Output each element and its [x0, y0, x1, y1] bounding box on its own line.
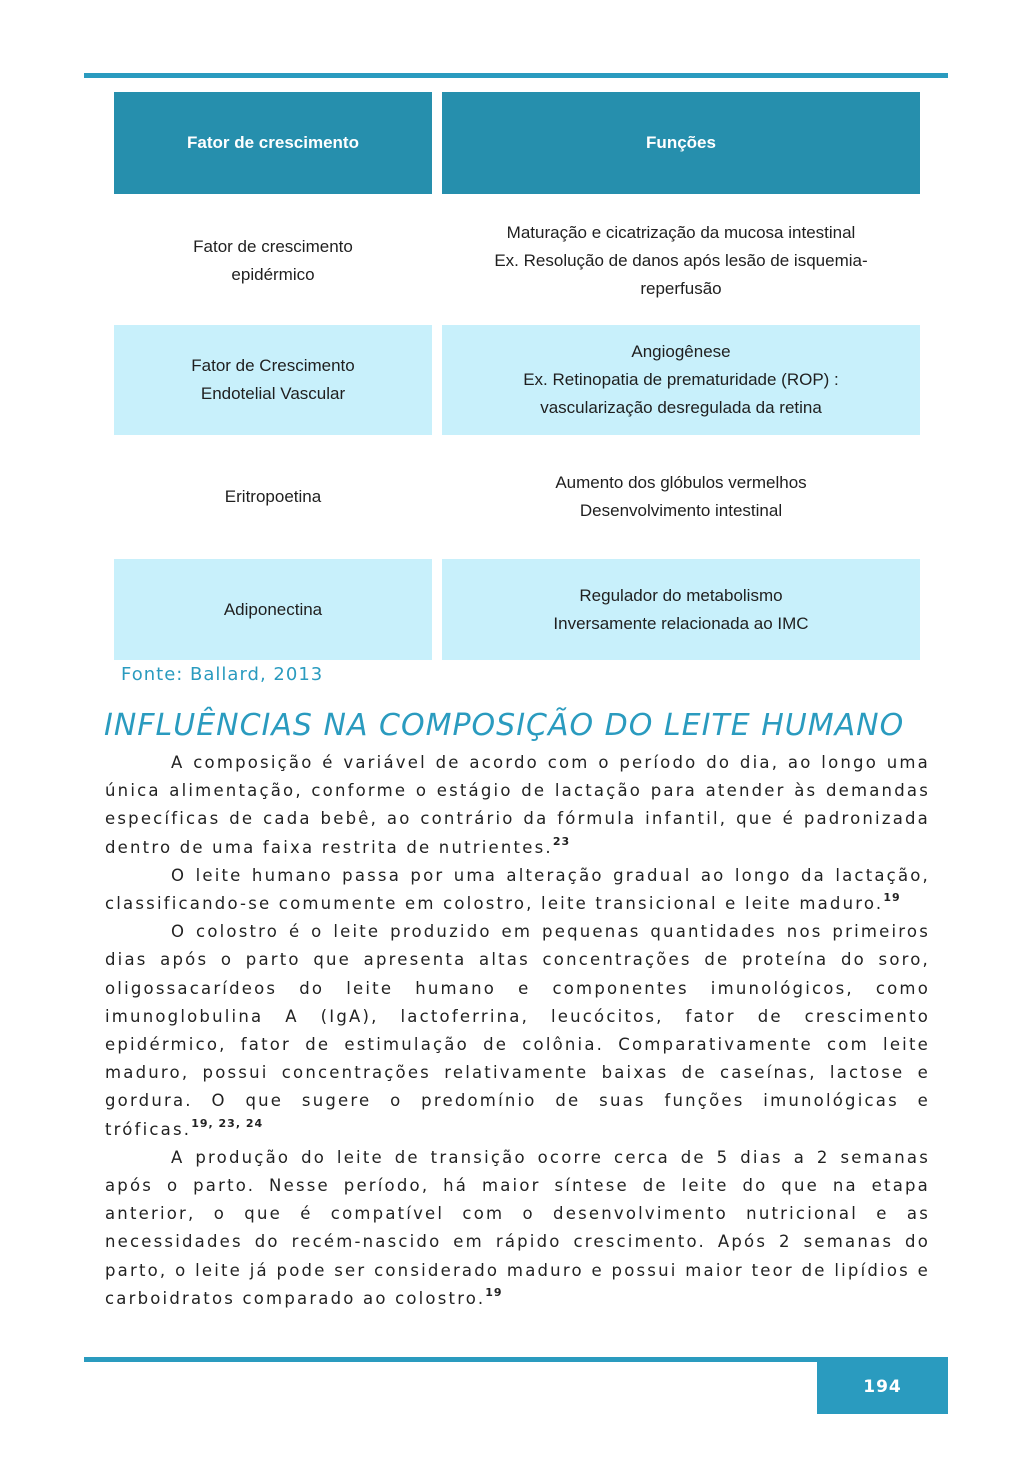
paragraph — [105, 749, 930, 862]
cell-line: Fator de Crescimento — [191, 356, 355, 375]
cell-line: Ex. Resolução de danos após lesão de isquemia- — [494, 250, 868, 270]
paragraph — [105, 1144, 930, 1313]
section-title: INFLUÊNCIAS NA COMPOSIÇÃO DO LEITE HUMANO — [104, 708, 905, 743]
cell-line: Angiogênese — [631, 342, 731, 361]
citation-ref: 19 — [883, 891, 901, 905]
table-row-2-factor — [114, 325, 432, 435]
cell-line: Ex. Retinopatia de prematuridade (ROP) : — [523, 370, 839, 389]
top-rule — [84, 73, 948, 78]
paragraph-text: A produção do leite de transição ocorre cerca de 5 dias a 2 semanas após o parto. Nesse período, há maior síntese de leite do que na etapa anterior, o que é compatível com o desenvolvimento nutricional e as necessidades do recém-nascido em rápido crescimento. Após 2 semanas do parto, o leite já pode ser considerado maduro e possui maior teor de lipídios e carboidratos comparado ao colostro. — [105, 1147, 930, 1308]
page-number: 194 — [817, 1359, 948, 1414]
cell-line: Desenvolvimento intestinal — [579, 501, 783, 520]
body-text — [105, 749, 930, 1313]
table-row-4-factor — [114, 559, 432, 660]
table-header-functions — [442, 92, 920, 194]
cell-line: Eritropoetina — [224, 487, 322, 506]
cell-line: Aumento dos glóbulos vermelhos — [555, 473, 807, 492]
cell-line: Endotelial Vascular — [200, 384, 346, 403]
paragraph-text: O leite humano passa por uma alteração gradual ao longo da lactação, classificando-se comumente em colostro, leite transicional e leite maduro. — [105, 865, 930, 914]
header-label: Fator de crescimento — [187, 133, 359, 152]
paragraph-text: A composição é variável de acordo com o período do dia, ao longo uma única alimentação, conforme o estágio de lactação para atender às demandas específicas de cada bebê, ao contrário da fórmula infantil, que é padronizada dentro de uma faixa restrita de nutrientes. — [105, 753, 930, 857]
table-row-3-functions — [442, 448, 920, 546]
cell-line: Fator de crescimento — [193, 236, 353, 256]
cell-line: Maturação e cicatrização da mucosa intestinal — [506, 222, 856, 242]
table-row-1-functions — [442, 208, 920, 313]
paragraph — [105, 862, 930, 918]
table-row-4-functions — [442, 559, 920, 660]
cell-line: Inversamente relacionada ao IMC — [553, 613, 809, 633]
cell-line: Adiponectina — [223, 599, 323, 619]
table-row-3-factor — [114, 448, 432, 546]
cell-line: reperfusão — [640, 278, 722, 298]
table-source: Fonte: Ballard, 2013 — [121, 664, 324, 685]
table-row-2-functions — [442, 325, 920, 435]
paragraph-text: O colostro é o leite produzido em pequenas quantidades nos primeiros dias após o parto que apresenta altas concentrações de proteína do soro, oligossacarídeos do leite humano e componentes imunológicos, como imunoglobulina A (IgA), lactoferrina, leucócitos, fator de crescimento epidérmico, fator de estimulação de colônia. Comparativamente com leite maduro, possui concentrações relativamente baixas de caseínas, lactose e gordura. O que sugere o predomínio de suas funções imunológicas e tróficas. — [105, 922, 930, 1139]
table-header-factor — [114, 92, 432, 194]
header-label: Funções — [646, 133, 716, 152]
citation-ref: 19 — [485, 1285, 503, 1299]
cell-line: vascularização desregulada da retina — [540, 398, 822, 417]
citation-ref: 19, 23, 24 — [191, 1116, 264, 1130]
cell-line: epidérmico — [231, 264, 315, 284]
cell-line: Regulador do metabolismo — [579, 585, 783, 605]
citation-ref: 23 — [552, 834, 571, 848]
paragraph — [105, 918, 930, 1144]
table-row-1-factor — [114, 208, 432, 313]
